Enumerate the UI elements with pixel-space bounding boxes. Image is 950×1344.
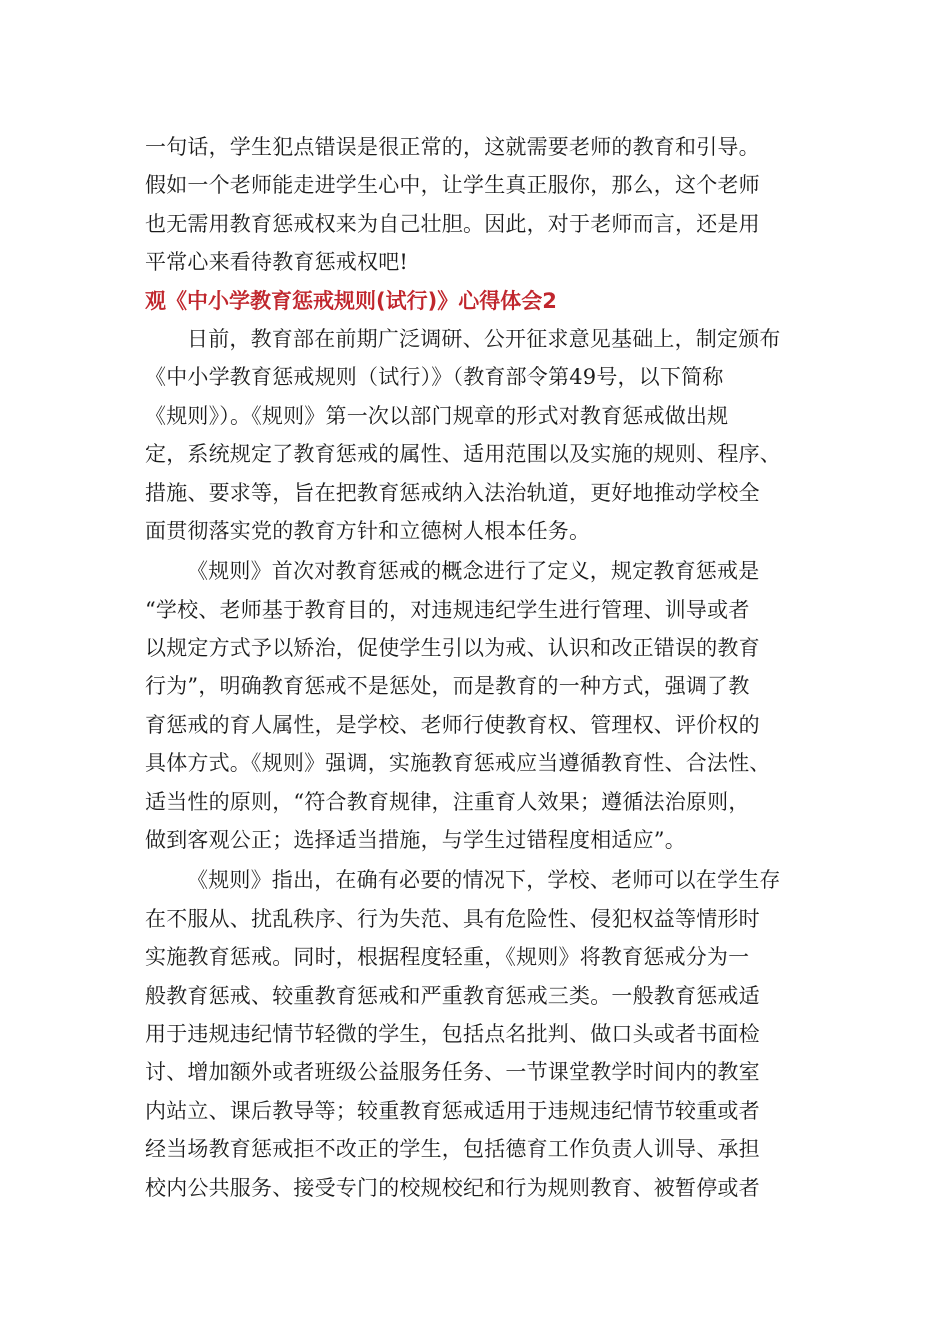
text-line: 以规定方式予以矫治，促使学生引以为戒、认识和改正错误的教育: [145, 636, 760, 661]
text-line: 面贯彻落实党的教育方针和立德树人根本任务。: [145, 518, 591, 543]
text-line: 般教育惩戒、较重教育惩戒和严重教育惩戒三类。一般教育惩戒适: [145, 983, 760, 1008]
text-line: 定，系统规定了教育惩戒的属性、适用范围以及实施的规则、程序、: [145, 442, 781, 467]
text-line: 校内公共服务、接受专门的校规校纪和行为规则教育、被暂停或者: [145, 1175, 760, 1200]
section-heading: 观《中小学教育惩戒规则(试行)》心得体会2: [145, 288, 557, 313]
text-line: 育惩戒的育人属性，是学校、老师行使教育权、管理权、评价权的: [145, 712, 760, 737]
text-line: 假如一个老师能走进学生心中，让学生真正服你，那么，这个老师: [145, 173, 760, 198]
text-line: 用于违规违纪情节轻微的学生，包括点名批判、做口头或者书面检: [145, 1021, 760, 1046]
text-line: 内站立、课后教导等；较重教育惩戒适用于违规违纪情节较重或者: [145, 1098, 760, 1123]
paragraph-3: [145, 861, 810, 1207]
text-line: 也无需用教育惩戒权来为自己壮胆。因此，对于老师而言，还是用: [145, 211, 760, 236]
text-line: 实施教育惩戒。同时，根据程度轻重，《规则》将教育惩戒分为一: [145, 945, 750, 970]
paragraph-continued: [145, 128, 810, 282]
text-line: 平常心来看待教育惩戒权吧!: [145, 250, 409, 275]
text-line: 行为”，明确教育惩戒不是惩处，而是教育的一种方式，强调了教: [145, 674, 750, 699]
text-line: 一句话，学生犯点错误是很正常的，这就需要老师的教育和引导。: [145, 135, 760, 159]
text-line: 经当场教育惩戒拒不改正的学生，包括德育工作负责人训导、承担: [145, 1137, 760, 1162]
text-line: 具体方式。《规则》强调，实施教育惩戒应当遵循教育性、合法性、: [145, 751, 771, 776]
text-line: 《规则》指出，在确有必要的情况下，学校、老师可以在学生存: [187, 868, 781, 893]
paragraph-2: [145, 552, 810, 859]
text-line: 措施、要求等，旨在把教育惩戒纳入法治轨道，更好地推动学校全: [145, 480, 760, 505]
text-line: 《规则》）。《规则》第一次以部门规章的形式对教育惩戒做出规: [145, 403, 729, 428]
text-line: 《中小学教育惩戒规则（试行）》（教育部令第49号，以下简称: [145, 365, 724, 390]
text-line: 在不服从、扰乱秩序、行为失范、具有危险性、侵犯权益等情形时: [145, 906, 760, 931]
text-line: 做到客观公正；选择适当措施，与学生过错程度相适应”。: [145, 828, 686, 853]
text-line: 适当性的原则，“符合教育规律，注重育人效果；遵循法治原则，: [145, 789, 750, 814]
text-line: “学校、老师基于教育目的，对违规违纪学生进行管理、训导或者: [145, 597, 750, 622]
text-line: 《规则》首次对教育惩戒的概念进行了定义，规定教育惩戒是: [187, 559, 760, 584]
document-body: [145, 128, 810, 1207]
paragraph-1: [145, 320, 810, 550]
text-line: 讨、增加额外或者班级公益服务任务、一节课堂教学时间内的教室: [145, 1060, 760, 1085]
text-line: 日前，教育部在前期广泛调研、公开征求意见基础上，制定颁布: [187, 326, 781, 351]
